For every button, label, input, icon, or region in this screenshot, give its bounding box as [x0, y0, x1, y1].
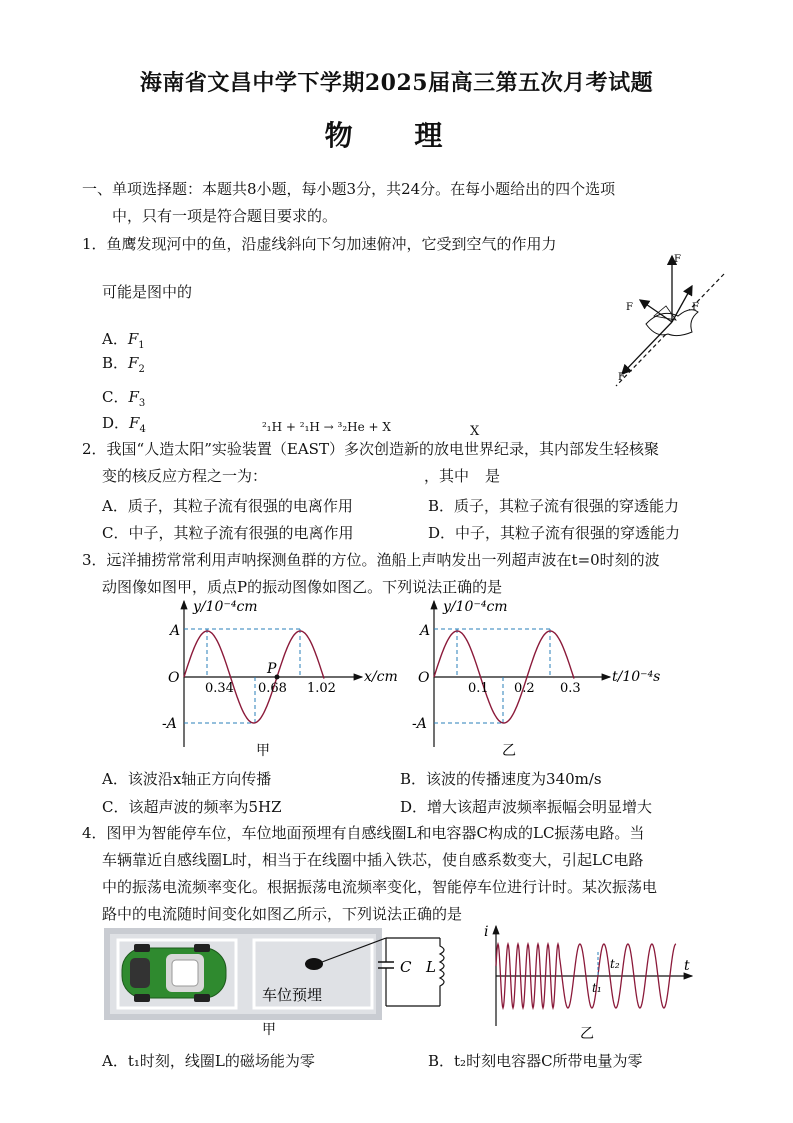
force-label: F	[692, 302, 699, 313]
q2-option-c[interactable]: C．中子，其粒子流有很强的电离作用	[102, 524, 354, 542]
q3-stem-line1: 3．远洋捕捞常常利用声呐探测鱼群的方位。渔船上声呐发出一列超声波在t=0时刻的波	[82, 551, 660, 569]
q1-option-a[interactable]: A．$F_1$	[102, 330, 145, 351]
q2-nuclear-equation: ²₁H + ²₁H → ³₂He + X	[262, 420, 391, 434]
origin-label: O	[168, 670, 180, 686]
point-p-label: P	[267, 661, 277, 677]
q1-bird-force-diagram	[606, 246, 732, 392]
q2-option-b[interactable]: B．质子，其粒子流有很强的穿透能力	[428, 497, 680, 515]
inductor-coil	[440, 938, 444, 1006]
q2-stem-line2: 变的核反应方程之一为：	[102, 467, 268, 485]
t2-label: t₂	[610, 957, 620, 971]
q1-option-b[interactable]: B．$F_2$	[102, 354, 145, 375]
tick-label: 0.2	[514, 681, 535, 696]
t1-label: t₁	[592, 981, 602, 995]
capacitor-label: C	[400, 958, 412, 976]
q2-option-d[interactable]: D．中子，其粒子流有很强的穿透能力	[428, 524, 681, 542]
tick-label: 0.3	[560, 681, 581, 696]
q1-stem-line2: 可能是图中的	[102, 283, 193, 301]
q4-option-b[interactable]: B．t₂时刻电容器C所带电量为零	[428, 1052, 643, 1070]
q4-parking-figure	[104, 928, 460, 1038]
q4-option-a[interactable]: A．t₁时刻，线圈L的磁场能为零	[102, 1052, 315, 1070]
q2-stem-line2b: ，其中	[424, 467, 470, 485]
section1-instruction-line2: 中，只有一项是符合题目要求的。	[112, 207, 338, 225]
amplitude-label: A	[420, 623, 431, 639]
subject-title: 物 理	[324, 119, 469, 152]
y-axis-label: y/10⁻⁴cm	[193, 599, 258, 615]
t-axis-label: t	[684, 958, 690, 974]
tick-label: 0.68	[258, 681, 287, 696]
inductor-label: L	[426, 958, 436, 976]
origin-label: O	[418, 670, 430, 686]
q1-stem-line1: 1．鱼鹰发现河中的鱼，沿虚线斜向下匀加速俯冲，它受到空气的作用力	[82, 235, 557, 253]
q3-vibration-graph-yi	[410, 597, 670, 759]
figure-caption: 乙	[502, 743, 516, 759]
tick-label: 0.1	[468, 681, 489, 696]
exam-title: 海南省文昌中学下学期2025届高三第五次月考试题	[139, 70, 654, 96]
neg-amplitude-label: -A	[412, 716, 427, 732]
q3-option-b[interactable]: B．该波的传播速度为340m/s	[400, 770, 602, 788]
q4-stem-line3: 中的振荡电流频率变化。根据振荡电流频率变化，智能停车位进行计时。某次振荡电	[102, 878, 658, 896]
embedded-coil-marker	[305, 958, 323, 970]
force-down-arrow	[622, 322, 672, 374]
y-axis-label: y/10⁻⁴cm	[443, 599, 508, 615]
q2-stem-line1: 2．我国“人造太阳”实验装置（EAST）多次创造新的放电世界纪录，其内部发生轻核聚	[82, 440, 659, 458]
q4-stem-line1: 4．图甲为智能停车位，车位地面预埋有自感线圈L和电容器C构成的LC振荡电路。当	[82, 824, 645, 842]
section1-instruction-line1: 一、单项选择题：本题共8小题，每小题3分，共24分。在每小题给出的四个选项	[82, 180, 616, 198]
parking-embed-label: 车位预埋	[262, 986, 323, 1004]
q3-stem-line2: 动图像如图甲，质点P的振动图像如图乙。下列说法正确的是	[102, 578, 503, 596]
q2-stem-line2c: 是	[485, 467, 501, 485]
x-axis-label: x/cm	[364, 669, 398, 685]
figure-caption: 乙	[580, 1026, 594, 1042]
q3-option-d[interactable]: D．增大该超声波频率振幅会明显增大	[400, 798, 653, 816]
force-label: F	[626, 302, 633, 313]
neg-amplitude-label: -A	[162, 716, 177, 732]
q3-wave-graph-jia	[160, 597, 410, 759]
q4-current-graph	[480, 922, 700, 1042]
car-icon	[122, 944, 226, 1002]
amplitude-label: A	[170, 623, 181, 639]
q3-option-a[interactable]: A．该波沿x轴正方向传播	[102, 770, 272, 788]
tick-label: 0.34	[205, 681, 234, 696]
tick-label: 1.02	[307, 681, 336, 696]
t-axis-label: t/10⁻⁴s	[612, 669, 661, 685]
q1-option-c[interactable]: C．$F_3$	[102, 388, 146, 409]
figure-caption: 甲	[256, 743, 270, 759]
figure-caption: 甲	[262, 1022, 276, 1038]
q4-stem-line2: 车辆靠近自感线圈L时，相当于在线圈中插入铁芯，使自感系数变大，引起LC电路	[102, 851, 644, 869]
force-label: F	[674, 254, 681, 265]
q3-option-c[interactable]: C．该超声波的频率为5HZ	[102, 798, 282, 816]
q2-x-symbol: X	[470, 424, 480, 439]
force-label: F	[618, 372, 625, 383]
q1-option-d[interactable]: D．$F_4$	[102, 414, 146, 435]
q4-stem-line4: 路中的电流随时间变化如图乙所示，下列说法正确的是	[102, 905, 463, 923]
q2-option-a[interactable]: A．质子，其粒子流有很强的电离作用	[102, 497, 353, 515]
i-axis-label: i	[484, 924, 489, 940]
